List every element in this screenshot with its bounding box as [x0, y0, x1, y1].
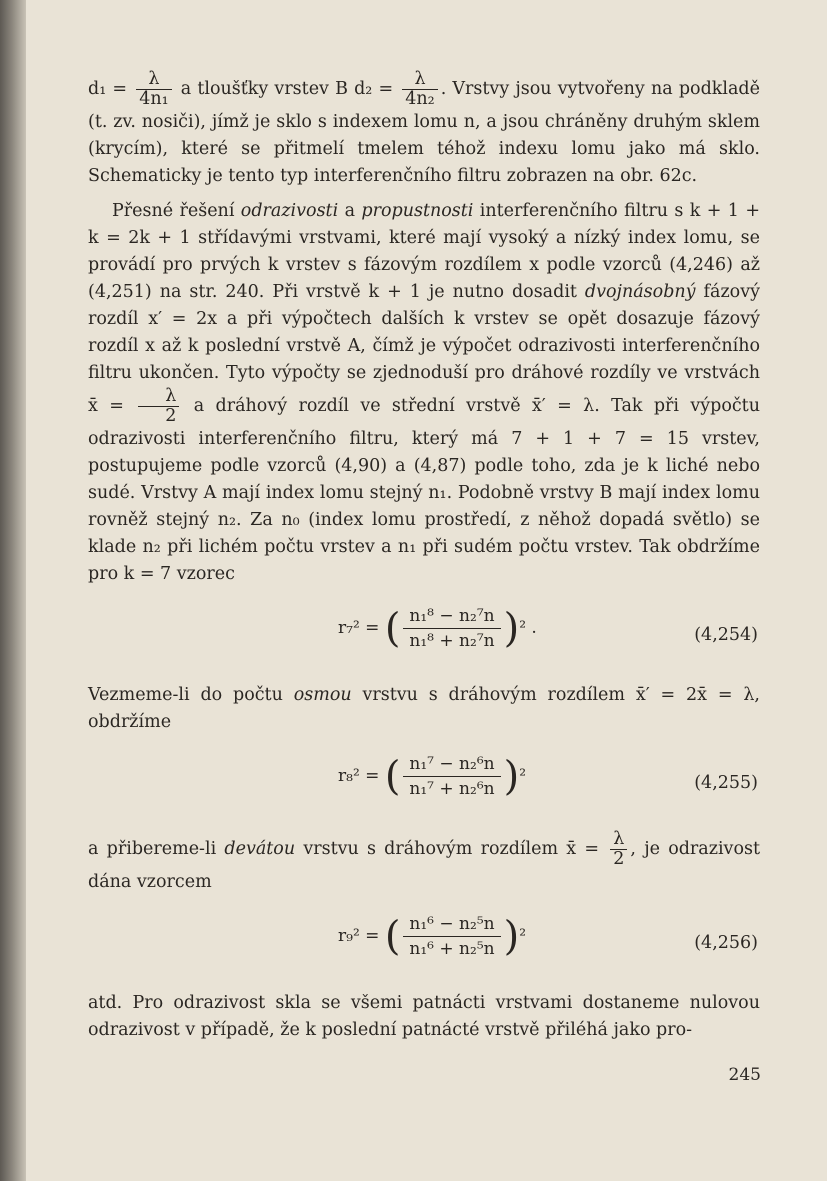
- page-body: [88, 70, 760, 1044]
- paragraph-2: [88, 198, 760, 588]
- emphasis: osmou: [293, 685, 352, 705]
- paragraph-1: [88, 70, 760, 190]
- emphasis: devátou: [224, 839, 296, 859]
- equation-4-255: [88, 746, 760, 820]
- fraction: $\frac{\text{n₁⁷ − n₂⁶n}}{\text{n₁⁷ + n₂⁶n}}$: [403, 752, 500, 801]
- text-span: a přibereme-li: [88, 839, 225, 859]
- text-span: interferenčního filtru s k + 1 + k = 2k + 1 střídavými vrstvami, které mají vysoký a nízký index lomu, se provádí pro prvých k vrstev s fázovým rozdílem x podle vzorců (4,246) až (4,251) na str. 240. Při vrstvě k + 1 je nutno dosadit: [88, 201, 760, 302]
- text-span: , je odrazivost dána vzorcem: [88, 839, 760, 892]
- text-span: d₁ =: [88, 79, 128, 99]
- page-number: 245: [728, 1065, 761, 1085]
- paragraph-4: [88, 830, 760, 896]
- equation-number: (4,255): [694, 773, 758, 793]
- formula: r₇² = ( $\frac{\text{n₁⁸ − n₂⁷n}}{\text{n₁⁸ + n₂⁷n}}$ )² .: [338, 605, 537, 652]
- text-span: Přesné řešení: [112, 201, 241, 221]
- equation-number: (4,256): [694, 933, 758, 953]
- text-span: vrstvu s dráhovým rozdílem x̄ =: [295, 839, 600, 859]
- paragraph-5: [88, 990, 760, 1044]
- emphasis: propustnosti: [361, 201, 474, 221]
- text-span: atd. Pro odrazivost skla se všemi patnácti vrstvami dostaneme nulovou odrazivost v případě, že k poslední patnácté vrstvě přiléhá jako pro-: [88, 993, 760, 1040]
- book-spine-shadow: [0, 0, 26, 1181]
- text-span: a tloušťky vrstev B d₂ =: [180, 79, 394, 99]
- text-span: vrstvu s dráhovým rozdílem x̄′ = 2x̄ = λ, obdržíme: [88, 685, 760, 732]
- text-span: Vezmeme-li do počtu: [88, 685, 294, 705]
- text-span: a: [338, 201, 362, 221]
- paragraph-3: [88, 682, 760, 736]
- emphasis: dvojnásobný: [584, 282, 696, 302]
- equation-4-254: [88, 598, 760, 672]
- formula: r₉² = ( $\frac{\text{n₁⁶ − n₂⁵n}}{\text{n₁⁶ + n₂⁵n}}$ )²: [338, 913, 527, 960]
- fraction: $\frac{\text{n₁⁶ − n₂⁵n}}{\text{n₁⁶ + n₂⁵n}}$: [403, 912, 500, 961]
- fraction: $\frac{\lambda}{2}$: [138, 387, 179, 426]
- fraction: $\frac{\lambda}{2}$: [610, 830, 627, 869]
- fraction: $\frac{\lambda}{\text{4n₁}}$: [136, 70, 171, 109]
- emphasis: odrazivosti: [240, 201, 339, 221]
- text-span: fázový rozdíl x′ = 2x a při výpočtech dalších k vrstev se opět dosazuje fázový rozdíl x až k poslední vrstvě A, čímž je výpočet odrazivosti interferenčního filtru ukončen. Tyto výpočty se zjednoduší pro dráhové rozdíly ve vrstvách x̄ =: [88, 282, 760, 416]
- fraction: $\frac{\text{n₁⁸ − n₂⁷n}}{\text{n₁⁸ + n₂⁷n}}$: [403, 604, 500, 653]
- formula: r₈² = ( $\frac{\text{n₁⁷ − n₂⁶n}}{\text{n₁⁷ + n₂⁶n}}$ )²: [338, 753, 527, 800]
- equation-number: (4,254): [694, 625, 758, 645]
- fraction: $\frac{\lambda}{\text{4n₂}}$: [402, 70, 437, 109]
- equation-4-256: [88, 906, 760, 980]
- text-span: a dráhový rozdíl ve střední vrstvě x̄′ = λ. Tak při výpočtu odrazivosti interferenčního filtru, který má 7 + 1 + 7 = 15 vrstev, postupujeme podle vzorců (4,90) a (4,87) podle toho, zda je k liché nebo sudé. Vrstvy A mají index lomu stejný n₁. Podobně vrstvy B mají index lomu rovněž stejný n₂. Za n₀ (index lomu prostředí, z něhož dopadá světlo) se klade n₂ při lichém počtu vrstev a n₁ při sudém počtu vrstev. Tak obdržíme pro k = 7 vzorec: [88, 396, 760, 584]
- text-span: . Vrstvy jsou vytvořeny na: [440, 79, 673, 99]
- text-span: podkladě (t. zv. nosiči), jímž je sklo s indexem lomu n, a jsou chráněny druhým sklem (krycím), které se přitmelí tmelem téhož indexu lomu jako má sklo. Schematicky je tento typ interferenčního filtru zobrazen na obr. 62c.: [88, 79, 760, 186]
